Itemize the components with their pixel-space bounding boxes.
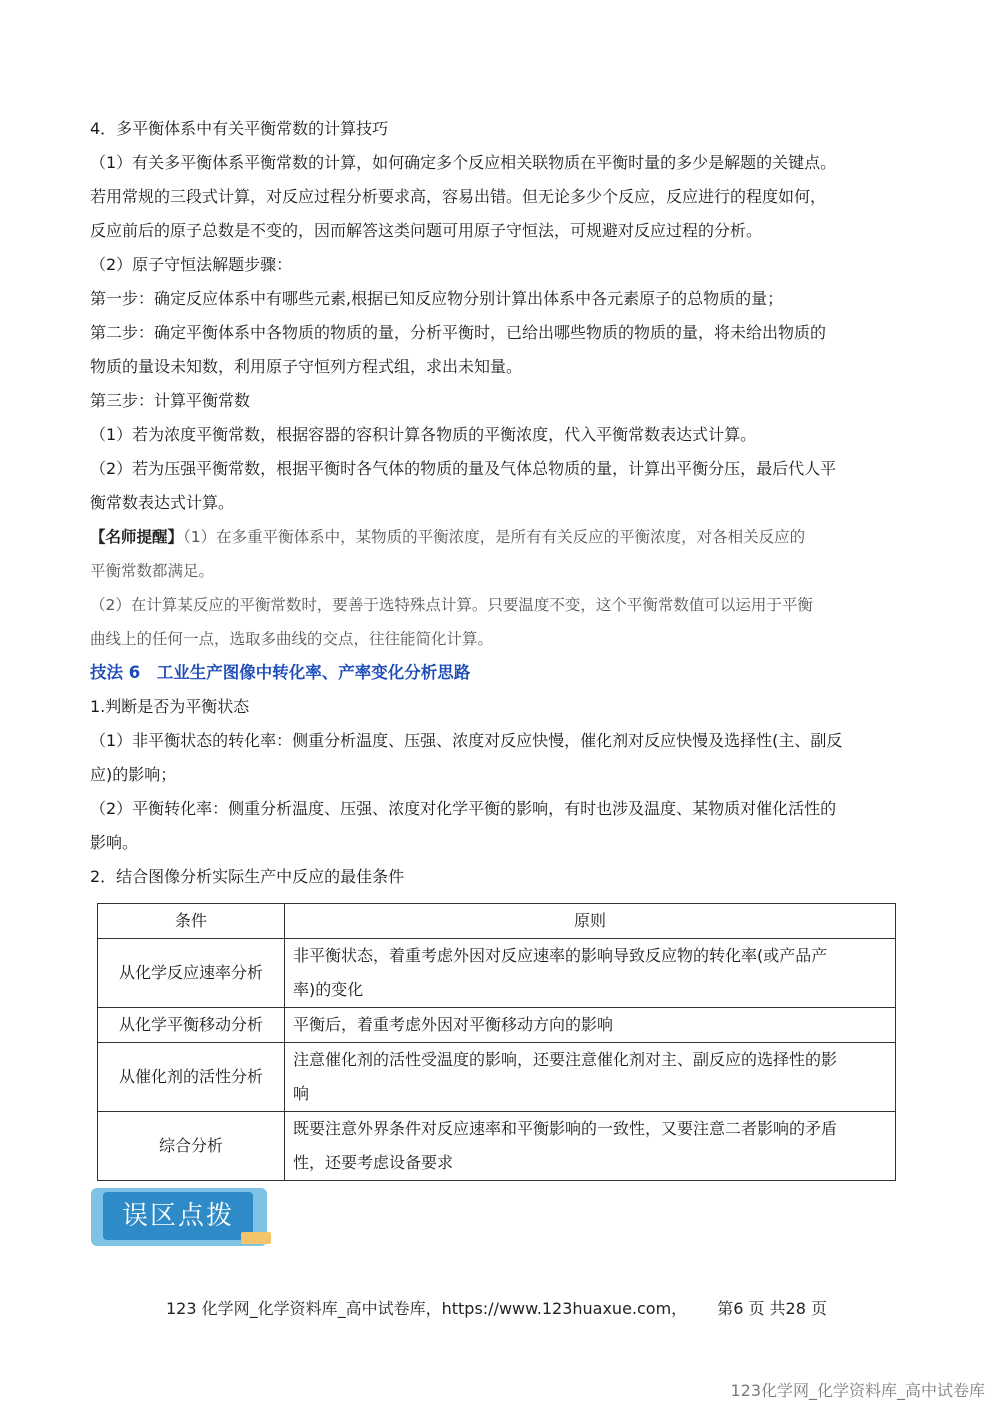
paragraph-line: （1）有关多平衡体系平衡常数的计算，如何确定多个反应相关联物质在平衡时量的多少是解题的关键点。 bbox=[90, 153, 837, 172]
cell-line: 响 bbox=[293, 1084, 310, 1103]
paragraph-line: （2）平衡转化率：侧重分析温度、压强、浓度对化学平衡的影响，有时也涉及温度、某物质对催化活性的 bbox=[90, 799, 837, 818]
technique-6-title: 技法 6 工业生产图像中转化率、产率变化分析思路 bbox=[90, 663, 471, 682]
teacher-tip-text: （1）在多重平衡体系中，某物质的平衡浓度，是所有有关反应的平衡浓度，对各相关反应的 bbox=[183, 528, 806, 546]
footer-site-text: 123 化学网_化学资料库_高中试卷库，https://www.123huaxue.com， bbox=[165, 1299, 688, 1318]
paragraph-line: 反应前后的原子总数是不变的，因而解答这类问题可用原子守恒法，可规避对反应过程的分析。 bbox=[90, 221, 763, 240]
table-row bbox=[98, 1112, 896, 1181]
main-content bbox=[90, 112, 908, 894]
table-cell-condition: 从化学反应速率分析 bbox=[98, 939, 285, 1008]
cell-line: 平衡后，着重考虑外因对平衡移动方向的影响 bbox=[293, 1015, 614, 1034]
step-3: 第三步：计算平衡常数 bbox=[90, 391, 251, 410]
teacher-tip-label: 【名师提醒】 bbox=[90, 528, 184, 546]
technique-heading-2: 2．结合图像分析实际生产中反应的最佳条件 bbox=[90, 867, 405, 886]
teacher-tip-line: 平衡常数都满足。 bbox=[90, 562, 215, 580]
cell-line: 既要注意外界条件对反应速率和平衡影响的一致性，又要注意二者影响的矛盾 bbox=[293, 1119, 838, 1138]
table-row bbox=[98, 1043, 896, 1112]
paragraph-line: 应)的影响； bbox=[90, 765, 177, 784]
cell-line: 率)的变化 bbox=[293, 980, 364, 999]
teacher-tip-line bbox=[90, 520, 908, 554]
section-4-title: 4．多平衡体系中有关平衡常数的计算技巧 bbox=[90, 119, 389, 138]
teacher-tip-line: （2）在计算某反应的平衡常数时，要善于选特殊点计算。只要温度不变，这个平衡常数值可以运用于平衡 bbox=[90, 596, 813, 614]
table-cell-condition: 综合分析 bbox=[98, 1112, 285, 1181]
conditions-table bbox=[97, 903, 896, 1181]
banner-label: 误区点拨 bbox=[121, 1201, 234, 1231]
table-cell-principle bbox=[285, 1008, 896, 1043]
step-3-b-line: 衡常数表达式计算。 bbox=[90, 493, 235, 512]
table-row bbox=[98, 939, 896, 1008]
step-1: 第一步：确定反应体系中有哪些元素,根据已知反应物分别计算出体系中各元素原子的总物质的量； bbox=[90, 289, 784, 308]
mistake-tips-banner bbox=[91, 1182, 275, 1248]
step-3-a: （1）若为浓度平衡常数，根据容器的容积计算各物质的平衡浓度，代入平衡常数表达式计算。 bbox=[90, 425, 757, 444]
table-cell-principle bbox=[285, 1112, 896, 1181]
paragraph-line: 若用常规的三段式计算，对反应过程分析要求高，容易出错。但无论多少个反应，反应进行的程度如何， bbox=[90, 187, 827, 206]
paragraph-line: 影响。 bbox=[90, 833, 139, 852]
table-cell-condition: 从化学平衡移动分析 bbox=[98, 1008, 285, 1043]
step-3-b-line: （2）若为压强平衡常数，根据平衡时各气体的物质的量及气体总物质的量，计算出平衡分压，最后代人平 bbox=[90, 459, 837, 478]
step-2-line: 物质的量设未知数，利用原子守恒列方程式组，求出未知量。 bbox=[90, 357, 523, 376]
table-cell-principle bbox=[285, 1043, 896, 1112]
teacher-tip-line: 曲线上的任何一点，选取多曲线的交点，往往能简化计算。 bbox=[90, 630, 494, 648]
cell-line: 非平衡状态，着重考虑外因对反应速率的影响导致反应物的转化率(或产品产 bbox=[293, 946, 828, 965]
page-footer bbox=[0, 1296, 993, 1319]
cell-line: 性，还要考虑设备要求 bbox=[293, 1153, 454, 1172]
table-cell-principle bbox=[285, 939, 896, 1008]
paragraph-line: （2）原子守恒法解题步骤： bbox=[90, 255, 293, 274]
cell-line: 注意催化剂的活性受温度的影响，还要注意催化剂对主、副反应的选择性的影 bbox=[293, 1050, 838, 1069]
technique-heading-1: 1.判断是否为平衡状态 bbox=[90, 697, 250, 716]
table-header-principle: 原则 bbox=[285, 904, 896, 939]
book-icon bbox=[241, 1232, 271, 1244]
page-number: 第6 页 共28 页 bbox=[717, 1299, 827, 1318]
table-header-condition: 条件 bbox=[98, 904, 285, 939]
table-header-row bbox=[98, 904, 896, 939]
table-cell-condition: 从催化剂的活性分析 bbox=[98, 1043, 285, 1112]
step-2-line: 第二步：确定平衡体系中各物质的物质的量，分析平衡时，已给出哪些物质的物质的量，将未给出物质的 bbox=[90, 323, 827, 342]
watermark-text: 123化学网_化学资料库_高中试卷库 bbox=[730, 1381, 985, 1400]
table-row bbox=[98, 1008, 896, 1043]
paragraph-line: （1）非平衡状态的转化率：侧重分析温度、压强、浓度对反应快慢，催化剂对反应快慢及选择性(主、副反 bbox=[90, 731, 843, 750]
